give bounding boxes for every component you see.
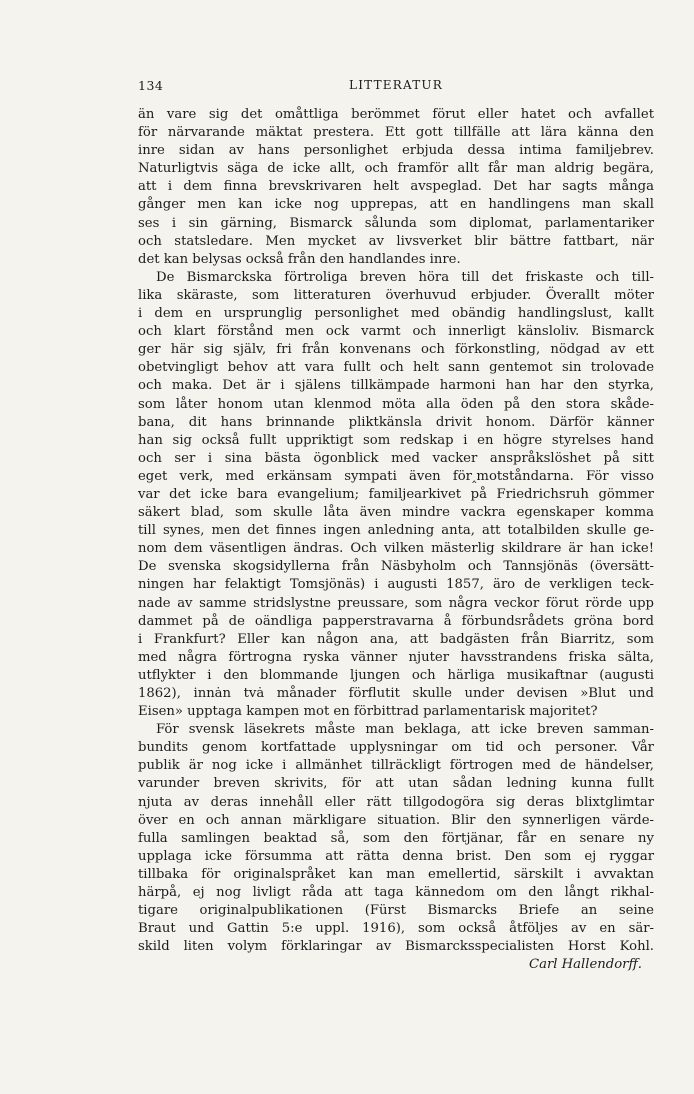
text-line: obetvingligt behov att vara fullt och helt sann gentemot sin trolovade (138, 360, 654, 376)
text-line: lika skäraste, som litteraturen överhuvud erbjuder. Överallt möter (138, 287, 654, 303)
text-line: Braut und Gattin 5:e uppl. 1916), som också åtföljes av en sär- (138, 921, 654, 937)
text-line: De svenska skogsidyllerna från Näsbyholm och Tannsjönäs (översätt- (138, 559, 654, 575)
text-line: och maka. Det är i själens tillkämpade harmoni han har den styrka, (138, 378, 654, 394)
text-line: över en och annan märkligare situation. Blir den synnerligen värde- (138, 812, 654, 828)
text-line: För svensk läsekrets måste man beklaga, att icke breven samman- (156, 722, 654, 738)
author-signature: Carl Hallendorff. (529, 957, 642, 973)
text-line: nade av samme stridslystne preussare, som några veckor förut rörde upp (138, 595, 654, 611)
text-line: ningen har felaktigt Tomsjönäs) i augusti 1857, äro de verkligen teck- (138, 577, 654, 593)
text-line: tigare originalpublikationen (Fürst Bismarcks Briefe an seine (138, 903, 654, 919)
text-line: gånger men kan icke nog upprepas, att en handlingens man skall (138, 197, 654, 213)
text-line: till synes, men det finnes ingen anledning anta, att totalbilden skulle ge- (138, 523, 654, 539)
text-line: nom dem väsentligen ändras. Och vilken mästerlig skildrare är han icke! (138, 541, 654, 557)
text-line: upplaga icke försumma att rätta denna brist. Den som ej ryggar (138, 848, 654, 864)
text-line: De Bismarckska förtroliga breven höra till det friskaste och till- (156, 269, 654, 285)
page-number: 134 (138, 78, 164, 93)
text-line: 1862), innȧn tvȧ månader förflutit skulle under devisen »Blut und (138, 686, 654, 701)
page-header (138, 78, 654, 96)
text-line: i dem en ursprunglig personlighet med obändig handlingslust, kallt (138, 306, 654, 322)
text-line: som låter honom utan klenmod möta alla öden på den stora skåde- (138, 396, 654, 412)
text-line: det kan belysas också från den handlandes inre. (138, 251, 461, 267)
text-line: i Frankfurt? Eller kan någon ana, att badgästen från Biarritz, som (138, 631, 654, 647)
text-line: Eisen» upptaga kampen mot en förbittrad parlamentarisk majoritet? (138, 704, 598, 720)
text-line: dammet på de oändliga papperstravarna å förbundsrådets gröna bord (138, 613, 654, 629)
text-line: tillbaka för originalspråket kan man emellertid, särskilt i avvaktan (138, 866, 654, 882)
text-line: bana, dit hans brinnande pliktkänsla drivit honom. Därför känner (138, 414, 654, 430)
text-line: och ser i sina bästa ögonblick med vacker anspråkslöshet på sitt (138, 450, 654, 466)
text-line: härpå, ej nog livligt råda att taga kännedom om den långt rikhal- (138, 885, 654, 901)
text-line: ger här sig själv, fri från konvenans och förkonstling, nödgad av ett (138, 342, 654, 358)
text-line: än vare sig det omåttliga berömmet förut eller hatet och avfallet (138, 107, 654, 122)
text-line: varunder breven skrivits, för att utan sådan ledning kunna fullt (138, 776, 654, 792)
text-line: eget verk, med erkänsam sympati även för‸motståndarna. För visso (138, 468, 654, 484)
text-line: inre sidan av hans personlighet erbjuda dessa intima familjebrev. (138, 143, 654, 159)
text-line: han sig också fullt uppriktigt som redskap i en högre styrelses hand (138, 432, 654, 448)
text-line: och statsledare. Men mycket av livsverket blir bättre fattbart, när (138, 233, 654, 249)
text-line: njuta av deras innehåll eller rätt tillgodogöra sig deras blixtglimtar (138, 794, 654, 810)
text-line: bundits genom kortfattade upplysningar om tid och personer. Vår (138, 740, 654, 756)
body-text (138, 106, 654, 975)
text-line: utflykter i den blommande ljungen och härliga musikaftnar (augusti (138, 667, 654, 683)
text-line: fulla samlingen beaktad så, som den förtjänar, får en senare ny (138, 830, 654, 846)
text-line: ses i sin gärning, Bismarck sålunda som diplomat, parlamentariker (138, 215, 654, 231)
text-line: skild liten volym förklaringar av Bismarcksspecialisten Horst Kohl. (138, 939, 654, 955)
text-line: för närvarande mäktat prestera. Ett gott tillfälle att lära känna den (138, 125, 654, 141)
text-line: säkert blad, som skulle låta även mindre vackra egenskaper komma (138, 505, 654, 521)
text-line: publik är nog icke i allmänhet tillräckligt förtrogen med de händelser, (138, 758, 654, 774)
running-title: LITTERATUR (349, 78, 443, 92)
text-line: Naturligtvis säga de icke allt, och framför allt får man aldrig begära, (138, 161, 654, 177)
text-line: med några förtrogna ryska vänner njuter havsstrandens friska sälta, (138, 649, 654, 665)
text-line: att i dem finna brevskrivaren helt avspeglad. Det har sagts många (138, 179, 654, 195)
text-line: och klart förstånd men ock varmt och innerligt känsloliv. Bismarck (138, 324, 654, 340)
text-line: var det icke bara evangelium; familjearkivet på Friedrichsruh gömmer (138, 486, 654, 502)
